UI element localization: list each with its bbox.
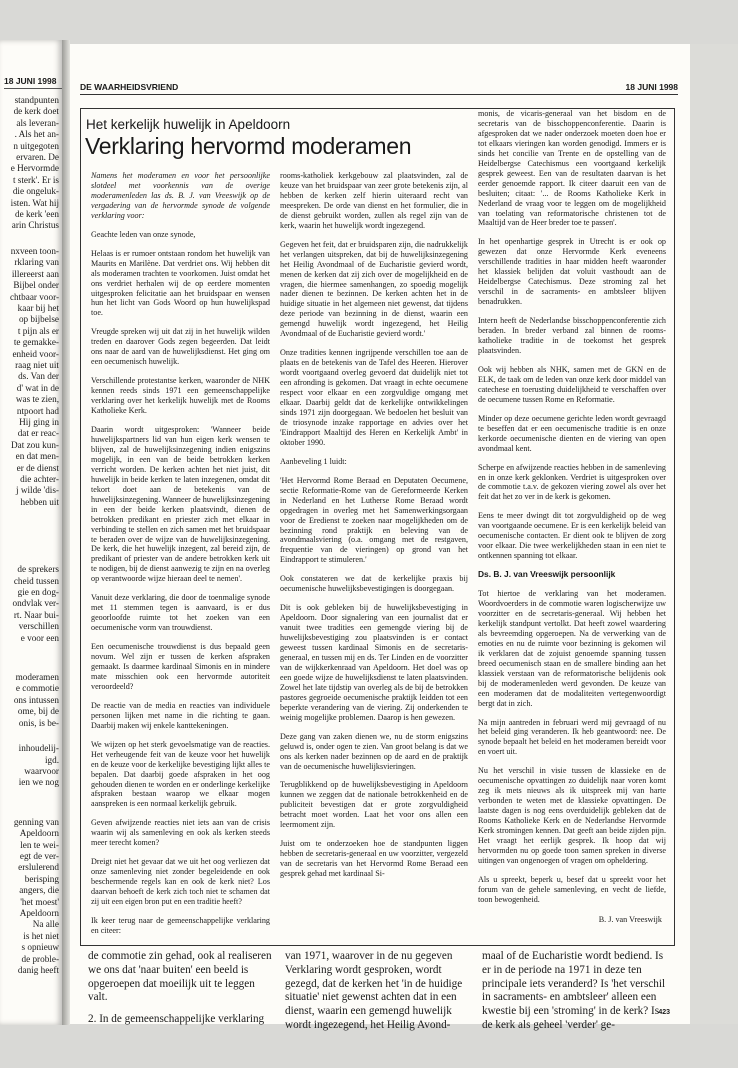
left-page-line: nxveen toon- <box>10 245 59 256</box>
paragraph: Nu het verschil in visie tussen de klassieke en de oecumenische opvattingen zo duidelijk naar voren komt zeg ik mets nieuws als ik uitspreek mij van harte verbonden te weten met de klassieke opvattingen. De laatste dagen is nog eens overduidelijk gebleken dat de Rooms Katholieke Kerk en de Nederlandse Hervormde Kerk stromingen kennen. Dat geeft aan beide zijden pijn. Het vraagt het eerlijk gesprek. Ik hoop dat wij hervormden nu op goede toon samen spreken in diverse uitingen van ongenoegen of vragen om opheldering. <box>478 766 666 865</box>
background-edge <box>690 44 738 1024</box>
left-page-line: ome, bij de <box>17 706 59 717</box>
left-page-line: is het niet <box>23 930 59 941</box>
paragraph: Intern heeft de Nederlandse bisschoppenconferentie zich beraden. In breder verband zal binnen de rooms-katholieke traditie in de toekomst het gesprek plaatsvinden. <box>478 316 666 355</box>
left-page-line: chtbaar voor- <box>9 291 59 302</box>
left-page-line: die ongeluk- <box>12 186 59 197</box>
paragraph: Minder op deze oecumene gerichte leden wordt gevraagd te beseffen dat er een oecumenische traditie is en onze kerkorde oecumenische dienten en de viering van open avondmaal kent. <box>478 413 666 453</box>
left-page-line: e voor een <box>20 632 59 643</box>
publication-name: DE WAARHEIDSVRIEND <box>80 82 179 92</box>
paragraph: Terugblikkend op de huwelijksbevestiging in Apeldoorn kunnen we zeggen dat de nationale betrokkenheid en de publiciteit bevestigen dat er grote zorgvuldigheid betracht moet worden. Laat het voor ons allen een leermoment zijn. <box>280 780 468 830</box>
left-page-line: kaar bij het <box>17 302 59 313</box>
paragraph: 2. In de gemeenschappelijke verklaring <box>88 1013 265 1026</box>
article-column-1 <box>91 171 270 941</box>
left-page-line: Dat zou kun- <box>11 439 59 450</box>
left-page-line: Na alle <box>32 919 59 930</box>
paragraph: Scherpe en afwijzende reacties hebben in de samenleving en in onze kerk geklonken. Verdriet is uitgesproken over de commotie t.a.v. de gekozen viering zowel als over het feit dat het zo ver in de kerk is gekomen. <box>478 462 666 502</box>
left-page-line: en dat men- <box>15 451 59 462</box>
page-header <box>80 82 678 95</box>
left-page-line: Hij ging in <box>19 416 59 427</box>
paragraph: Ook constateren we dat de kerkelijke praxis bij oecumenische huwelijksbevestigingen is doorgegaan. <box>280 574 468 594</box>
left-page-line: waarvoor <box>24 765 59 776</box>
paragraph: Vreugde spreken wij uit dat zij in het huwelijk wilden treden en daarover Gods zegen begeerden. Dat leidt ons naar de aard van de huwelijksdienst. Het ging om een oecumenisch huwelijk. <box>91 327 270 367</box>
paragraph: Als u spreekt, beperk u, besef dat u spreekt voor het forum van de gehele samenleving, en vecht de liefde, toon bewogenheid. <box>478 874 666 904</box>
left-page-line: de kerk doet <box>13 106 59 117</box>
left-page-line: erslulerend <box>18 862 59 873</box>
paragraph: Eens te meer dwingt dit tot zorgvuldigheid op de weg van voortgaande oecumene. Er is een kerkelijk beleid van oecumenische contacten. Er dient ook te blijven de zorg voor elkaar. Die twee werkelijkheden staan in een niet te ontkennen spanning tot elkaar. <box>478 511 666 561</box>
article-subhead: Ds. B. J. van Vreeswijk persoonlijk <box>478 569 616 580</box>
left-page-line: als leveran- <box>16 117 59 128</box>
paragraph: Dit is ook gebleken bij de huwelijksbevestiging in Apeldoorn. Door signalering van een journalist dat er vanuit twee tradities een gemengde viering bij de huwelijksbevestiging zou plaatsvinden is er contact geweest tussen kardinaal Simonis en de secretaris-generaal, en tussen mij en ds. Ter Linden en de voorzitter van de wijkkerkenraad van Apeldoorn. Het doel was op een goede wijze de huwelijksdienst te laten plaatsvinden. Zowel het late tijdstip van overleg als de bij de betrokken pastores gegroeide oecumenische praktijk leidden tot een beperkte verandering van de viering. Zij onderkenden te weinig mogelijke problemen. Daarop is hen gewezen. <box>280 603 468 722</box>
article-signature: B. J. van Vreeswijk <box>598 914 662 924</box>
left-page-line: s opnieuw <box>21 942 59 953</box>
left-page-line: e Hervormde <box>10 163 59 174</box>
continuation-column-1 <box>88 950 273 1035</box>
paragraph: Een oecumenische trouwdienst is dus bepaald geen novum. Wel zijn er tussen de kerken afspraken gemaakt. Is daarmee kardinaal Simonis en in mindere mate misschien ook een hervormde autoriteit veroordeeld? <box>91 642 270 691</box>
header-date: 18 JUNI 1998 <box>625 82 678 92</box>
paragraph: maal of de Eucharistie wordt bediend. Is er in de periode na 1971 in deze ten principale iets veranderd? Is 'het verschil in sacraments- en ambtsleer' alleen een kwestie bij een 'stroming' in de kerk? Is de kerk als geheel 'verder' ge- <box>482 950 666 1031</box>
left-page-line: rt. Naar bui- <box>13 609 59 620</box>
left-page-text <box>0 89 62 976</box>
paragraph: Ik keer terug naar de gemeenschappelijke verklaring en citeer: <box>91 916 270 935</box>
left-page-line: verschillen <box>18 621 59 632</box>
left-page-line: dat er reac- <box>17 428 59 439</box>
left-page-line: enheid voor- <box>12 348 59 359</box>
paragraph: Na mijn aantreden in februari werd mij gevraagd of nu het beleid ging veranderen. Ik heb geantwoord: nee. De synode bepaalt het beleid en het moderamen bereidt voor en voert uit. <box>478 717 666 757</box>
continuation-column-3 <box>482 950 672 1041</box>
left-page-line: ds. Van der <box>18 371 59 382</box>
left-page-line: ons intussen <box>13 694 59 705</box>
left-page-line: rklaring van <box>14 257 59 268</box>
paragraph: Aanbeveling 1 luidt: <box>280 456 347 466</box>
paragraph: rooms-katholiek kerkgebouw zal plaatsvinden, zal de keuze van het bruidspaar van zeer grote betekenis zijn, al hebben de kerken zelf hierin uiteraard recht van meespreken. De orde van dienst en het formulier, die in de dienst gebruikt worden, zullen als regel zijn van de kerk, waarin het huwelijk wordt ingezegend. <box>280 171 468 230</box>
left-page-line: 'het moest' <box>20 896 59 907</box>
left-page-line: d' wat in de <box>16 382 59 393</box>
left-page-line: illereerst aan <box>11 268 59 279</box>
left-page-line: ondvlak ver- <box>12 598 59 609</box>
newspaper-page <box>70 44 690 1031</box>
left-page-line: t sterk'. Er is <box>12 174 59 185</box>
paragraph: De reactie van de media en reacties van individuele personen lijken met name in die richting te gaan. Daarbij maken wij enkele kanttekeningen. <box>91 700 270 730</box>
paragraph: Helaas is er rumoer ontstaan rondom het huwelijk van Maurits en Marilène. Dat verdriet ons. Wij hebben dit als moderamen trachten te voorkomen. Juist omdat het ons verdriet herhalen wij de op eerdere momenten uitgesproken felicitatie aan het bruidspaar en wensen hun het licht van Gods Woord op hun huwelijkspad toe. <box>91 248 270 318</box>
paragraph: Juist om te onderzoeken hoe de standpunten liggen hebben de secretaris-generaal en uw voorzitter, vergezeld van de secretaris van het Hervormd Rome Beraad een gesprek gehad met kardinaal Si- <box>280 839 468 879</box>
left-page-line: de sprekers <box>17 564 59 575</box>
left-page-line: . Als het an- <box>14 129 59 140</box>
paragraph: van 1971, waarover in de nu gegeven Verklaring wordt gesproken, wordt gezegd, dat de kerken het 'in de huidige situatie' niet gewenst achten dat in een dienst, waarin een gemengd huwelijk wordt ingezegend, het Heilig Avond- <box>285 950 463 1031</box>
left-page-line: de proble- <box>21 953 59 964</box>
left-page-line: die achter- <box>20 474 59 484</box>
left-page-line: genning van <box>13 816 59 827</box>
left-page-line: angers, die <box>19 885 59 896</box>
left-page-line: op bijbelse <box>18 314 59 325</box>
paragraph: Tot hiertoe de verklaring van het moderamen. Woordvoerders in de commotie waren logischerwijze uw voorzitter en de secretaris-generaal. Wij hebben het kerkelijk standpunt vertolkt. Dat heeft zowel waardering als bevreemding opgeroepen. Na de verwerking van de emoties en nu de ruimte voor bezinning is gekomen wil ik verklaren dat de zojuist genoemde spanning tussen breed oecumenisch staan en de smallere binding aan het klassiek verstaan van de reformatorische belijdenis ook bij de moderamenleden werd gevonden. De keuze van een moderamen dat de modaliteiten vertegenwoordigt bergt dat in zich. <box>478 589 666 708</box>
left-page-line: ntpoort had <box>16 405 59 416</box>
article-column-2 <box>280 171 468 941</box>
paragraph: de commotie zin gehad, ook al realiseren we ons dat 'naar buiten' een beeld is opgeroepen dat moeilijk uit te leggen valt. <box>88 950 272 1004</box>
left-page-line: isten. Wat hij <box>10 197 59 208</box>
article-headline: Verklaring hervormd moderamen <box>85 133 412 159</box>
page-number: 423 <box>658 1009 670 1016</box>
page-gutter <box>62 40 70 1025</box>
left-page-line: standpunten <box>14 95 59 105</box>
paragraph: Geven afwijzende reacties niet iets aan van de crisis waarin wij als samenleving en ook als kerken steeds meer terecht komen? <box>91 818 270 848</box>
left-page-line: inhoudelij- <box>18 743 59 754</box>
left-page-line: onis, is be- <box>18 717 59 728</box>
left-page-line: igd. <box>44 754 59 765</box>
left-page-line: gie en dog- <box>17 587 59 598</box>
paragraph: Dreigt niet het gevaar dat we uit het oog verliezen dat onze samenleving niet zonder begeleidende en ook beschermende regels kan en ook de kerk niet? Los daarvan behoeft de kerk zich toch niet te schamen dat zij uit een eigen bron put en een traditie heeft? <box>91 857 270 907</box>
left-page-line: e commotie <box>15 683 59 694</box>
paragraph: Vanuit deze verklaring, die door de toenmalige synode met 11 stemmen tegen is aanvaard, is er dus geoorloofde ruimte tot het zoeken van een oecumenische vorm van trouwdienst. <box>91 593 270 633</box>
left-page-line: arin Christus <box>11 220 59 231</box>
left-page-line: n uitgegoten <box>13 140 59 151</box>
left-page-line: de kerk 'een <box>15 209 59 220</box>
left-page-date: 18 JUNI 1998 <box>4 76 62 89</box>
paragraph: Verschillende protestantse kerken, waaronder de NHK kennen reeds sinds 1971 een gemeenschappelijke verklaring over het kerkelijk huwelijk met de Rooms Katholieke Kerk. <box>91 376 270 416</box>
left-page-line: cheid tussen <box>13 575 59 586</box>
left-page-line: j wilde 'dis- <box>16 485 59 496</box>
left-page-line: berisping <box>24 873 59 884</box>
left-page-line: er de dienst <box>16 462 59 473</box>
paragraph: Ook wij hebben als NHK, samen met de GKN en de ELK, de taak om de leden van onze kerk door middel van catechese en toerusting duidelijkheid te verschaffen over de oecumene tussen Rome en Reformatie. <box>478 364 666 404</box>
left-page-line: was te zien, <box>15 394 59 405</box>
paragraph: monis, de vicaris-generaal van het bisdom en de secretaris van de bisschoppenconferentie. Daarin is afgesproken dat we nader onderzoek moeten doen hoe er tot elkaars vieringen kan worden genodigd. Immers er is sinds het concilie van Trente en de opstelling van de Heidelbergse Catechismus een voortgaand kerkelijk gesprek geweest. Een van de resultaten daarvan is het eerder genoemde rapport. Ik citeer daaruit een van de besluiten; citaat: '... de Rooms Katholieke Kerk in Nederland de vraag voor te leggen om de mogelijkheid van toelating van reformatorische christenen tot de Maaltijd van de Heer breder toe te passen'. <box>478 109 666 228</box>
article-column-3 <box>478 109 666 941</box>
article-box <box>80 108 675 946</box>
left-page-fragment <box>0 40 62 1025</box>
left-page-line: Apeldoorn <box>19 907 59 918</box>
continuation-column-2 <box>285 950 470 1041</box>
left-page-line: Apeldoorn <box>19 828 59 839</box>
left-page-line: Bijbel onder <box>13 280 59 291</box>
article-kicker: Het kerkelijk huwelijk in Apeldoorn <box>86 117 291 132</box>
left-page-line: len te wei- <box>20 839 59 850</box>
paragraph: In het openhartige gesprek in Utrecht is er ook op gewezen dat onze Hervormde Kerk eveneens verschillende tradities in haar midden heeft waaronder het klassiek belijden dat voluit vasthoudt aan de Heidelbergse Catechismus. Deze stroming zal het verschil in de sacraments- en ambtsleer blijven benadrukken. <box>478 237 666 307</box>
paragraph: Daarin wordt uitgesproken: 'Wanneer beide huwelijkspartners lid van hun eigen kerk wensen te blijven, zal de huwelijksinzegening indien enigszins mogelijk, in een van de beide betrokken kerken verricht worden. De kerken achten het niet juist, dit huwelijk in beide kerken te laten inzegenen, omdat dit tekort doet aan de betekenis van de huwelijksinzegening. Wanneer de huwelijksinzegening in een der beide kerken plaatsvindt, dienen de betrokken predikant en priester zich met elkaar in verbinding te stellen en zich samen met het bruidspaar te beraden over de wijze van de huwelijksinzegening. De kerk, die het huwelijk inzegent, zal bereid zijn, de predikant of priester van de andere betrokken kerk uit te nodigen, bij de dienst aanwezig te zijn en na overleg op verantwoorde wijze hieraan deel te nemen'. <box>91 425 270 584</box>
left-page-line: ien we nog <box>18 777 59 788</box>
left-page-line: te gemakke- <box>13 337 59 348</box>
left-page-line: danig heeft <box>17 965 59 975</box>
paragraph: 'Het Hervormd Rome Beraad en Deputaten Oecumene, sectie Reformatie-Rome van de Gereformeerde Kerken in Nederland en het Lutherse Rome Beraad wordt opgedragen in overleg met het Samenwerkingsorgaan voor de Eredienst te zoeken naar mogelijkheden om de bezinning rond praktijk en beleving van de avondmaalsviering (o.a. omgang met de restgaven, frequentie van de vieringen) op grond van het Eindrapport te stimuleren.' <box>280 475 468 565</box>
left-page-line: ervaren. De <box>16 152 59 163</box>
left-page-line: moderamen <box>15 672 59 683</box>
left-page-line: raag niet uit <box>15 359 59 370</box>
paragraph: We wijzen op het sterk gevoelsmatige van de reacties. Het verheugende feit van de keuze voor het huwelijk en de keuze voor de kerkelijke bevestiging lijkt alles te bepalen. Dat daarbij goede afspraken in het oog gehouden dienen te worden en er onderlinge kerkelijke afspraken bestaan waarop we elkaar mogen aanspreken is een normaal kerkelijk gebruik. <box>91 739 270 809</box>
left-page-line: egt de ver- <box>19 850 59 861</box>
left-page-line: t pijn als er <box>17 325 59 336</box>
paragraph: Namens het moderamen en voor het persoonlijke slotdeel met voorkennis van de overige moderamenleden las ds. B. J. van Vreeswijk op de vergadering van de hervormde synode de volgende verklaring voor: <box>91 171 270 220</box>
paragraph: Geachte leden van onze synode, <box>91 229 196 239</box>
paragraph: Onze tradities kennen ingrijpende verschillen toe aan de plaats en de betekenis van de Tafel des Heeren. Hierover wordt voortgaand overleg gevoerd dat duidelijk niet tot een afronding is gekomen. Dat vraagt in echte oecumene respect voor elkaar en een zorgvuldige omgang met elkaar. Daarbij geldt dat de kerkelijke ontwikkelingen sinds 1971 zijn doorgegaan. We bedoelen het besluit van de triosynode inzake rapportage en advies over het 'Eindrapport Maaltijd des Heren en Kerkelijk Ambt' in oktober 1990. <box>280 348 468 447</box>
paragraph: Deze gang van zaken dienen we, nu de storm enigszins geluwd is, onder ogen te zien. Van groot belang is dat we ons als kerken nader bezinnen op de aard en de praktijk van de oecumenische huwelijksvieringen. <box>280 731 468 771</box>
left-page-line: hebben uit <box>20 496 59 507</box>
paragraph: Gegeven het feit, dat er bruidsparen zijn, die nadrukkelijk het verlangen uitspreken, dat bij de huwelijksinzegening het Heilig Avondmaal of de Eucharistie gevierd wordt, menen de kerken dat zij zich over de mogelijkheid en de vragen, die hiermee samenhangen, zo spoedig mogelijk nader dienen te bezinnen. De kerken achten het in de huidige situatie in het algemeen niet gewenst, dat tijdens deze periode van bezinning in de dienst, waarin een gemengd huwelijk wordt ingezegend, het Heilig Avondmaal of de Eucharistie gevierd wordt.' <box>280 239 468 339</box>
